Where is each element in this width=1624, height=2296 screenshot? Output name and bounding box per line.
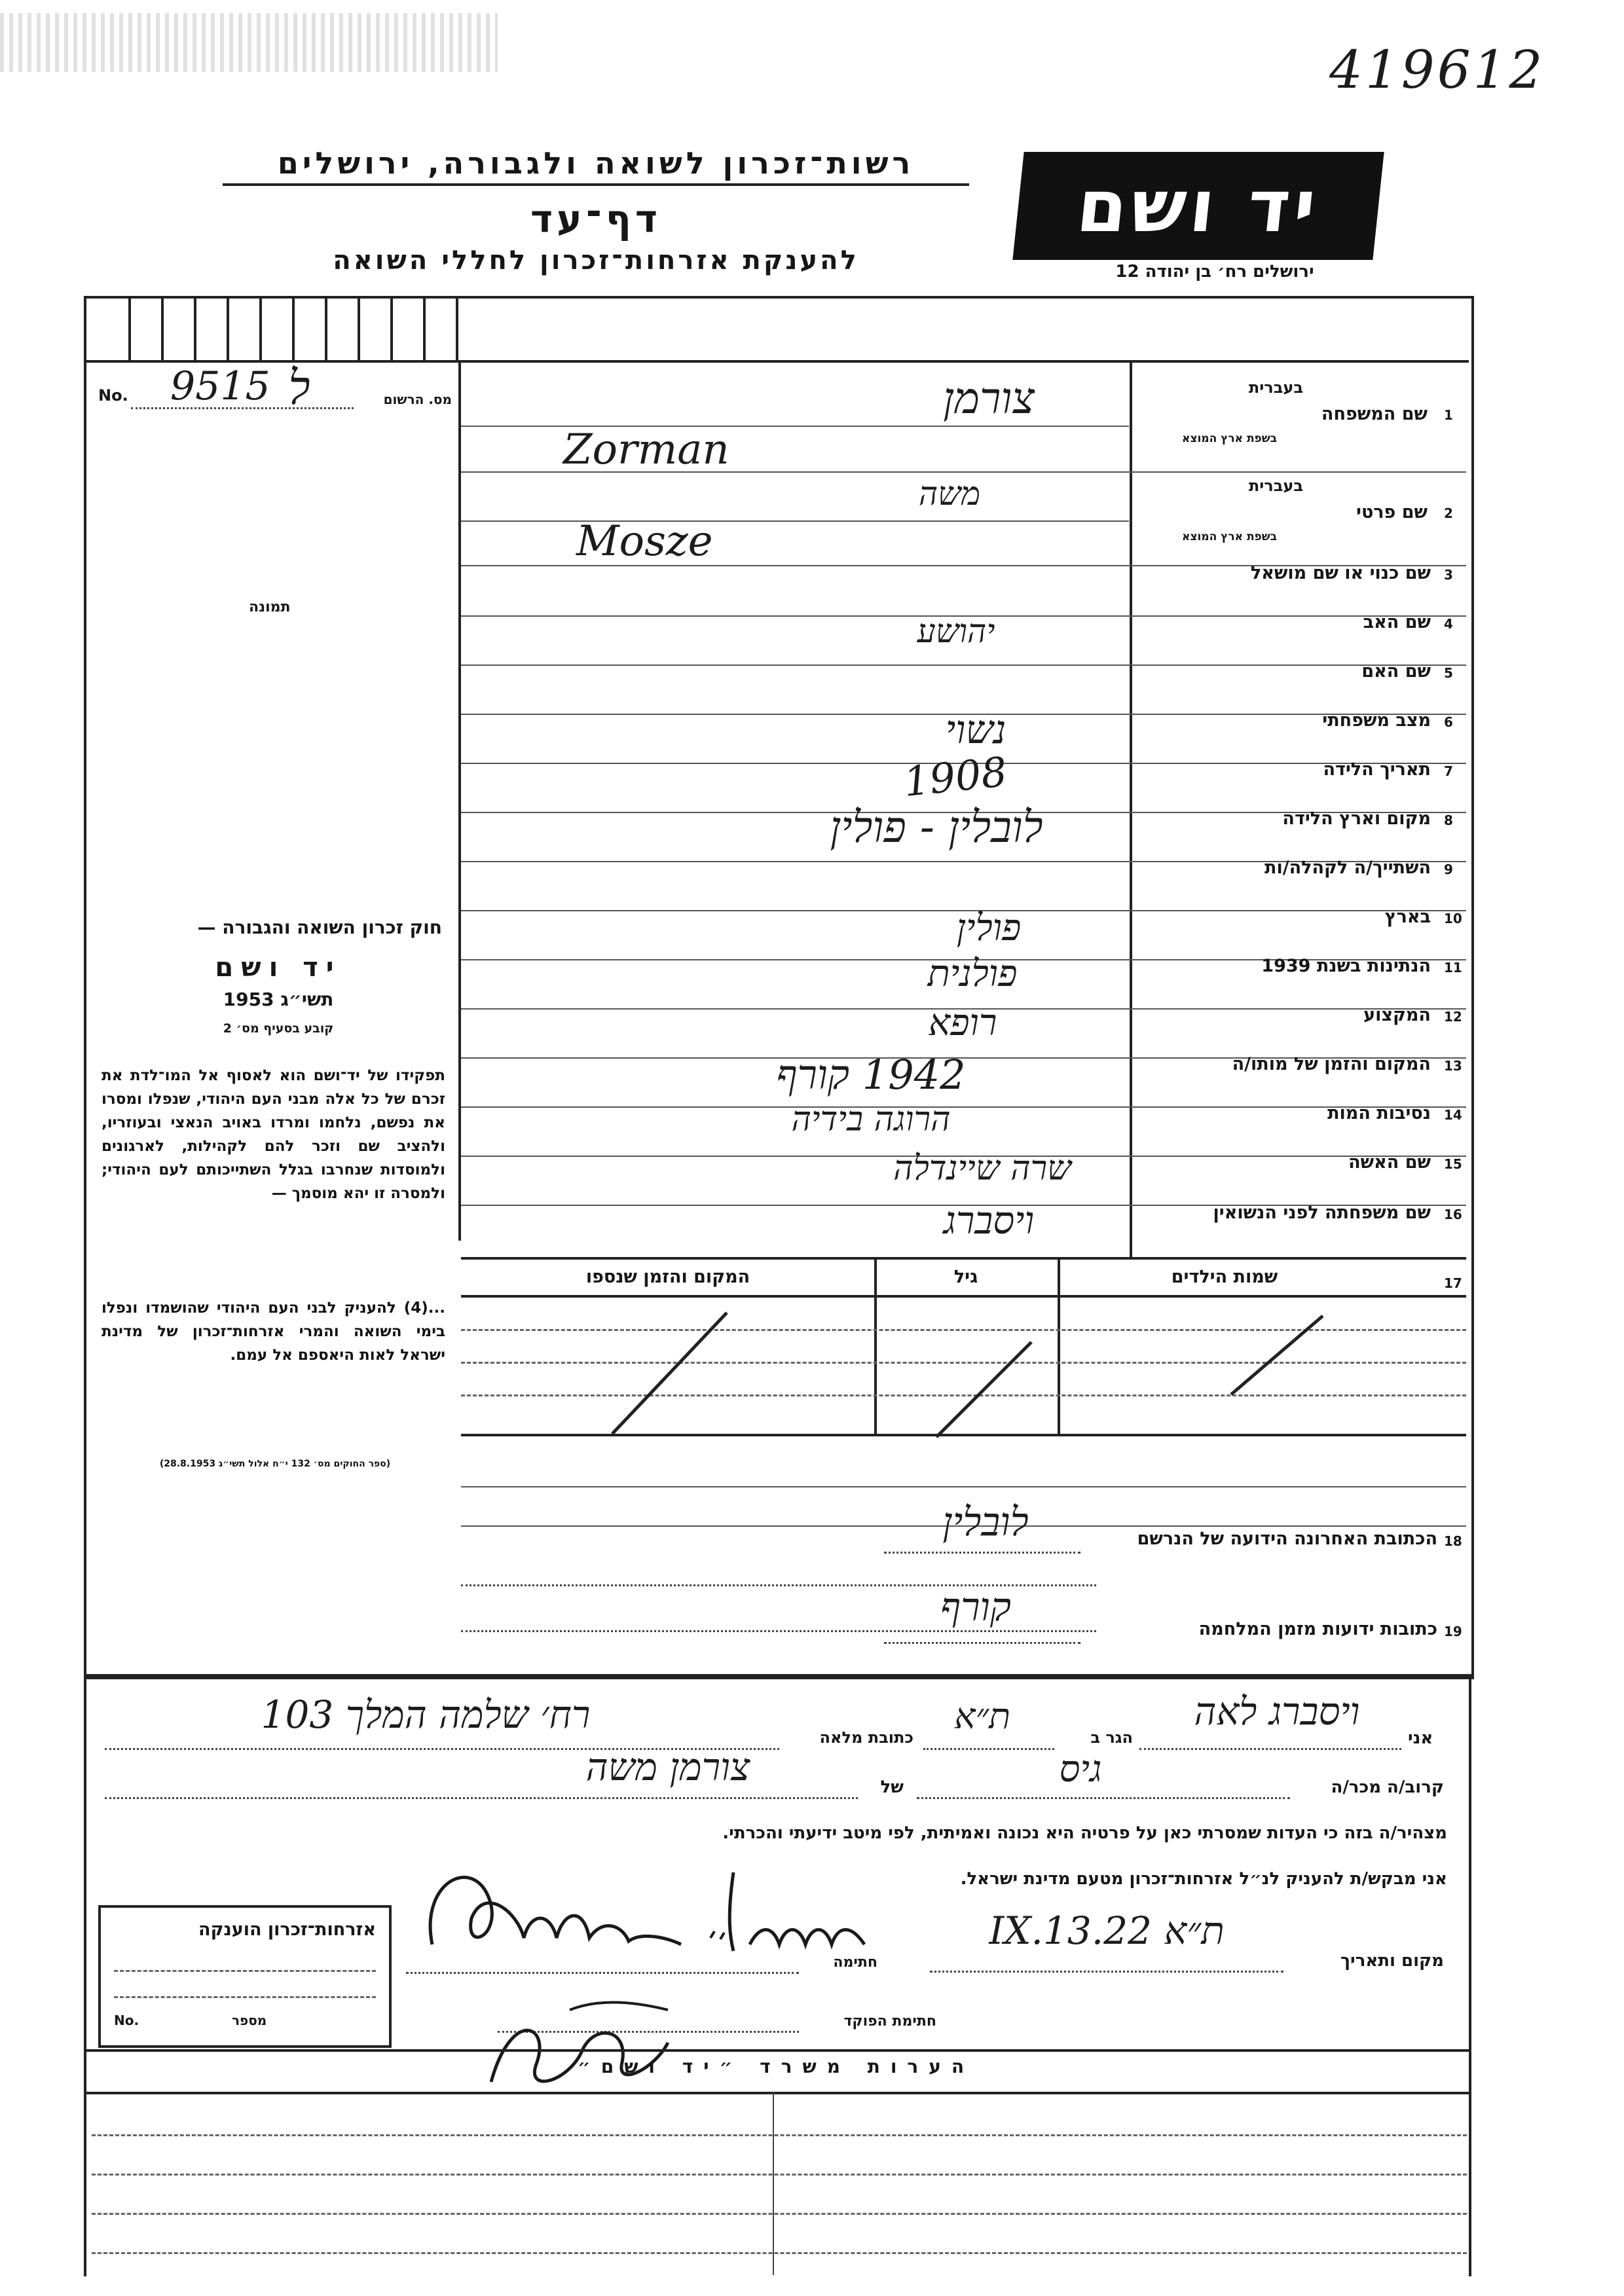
law-section: קובע בסעיף מס׳ 2 bbox=[223, 1021, 334, 1036]
field-1-num: 1 bbox=[1444, 407, 1453, 423]
field-5-label: שם האם bbox=[1361, 661, 1431, 682]
strike-place bbox=[612, 1313, 727, 1434]
field-15-num: 15 bbox=[1444, 1156, 1462, 1172]
strike-names bbox=[1231, 1316, 1323, 1394]
field-2-value-origin: Mosze bbox=[576, 517, 713, 566]
field-2-sub-origin: בשפת ארץ המוצא bbox=[1181, 530, 1277, 543]
field-14-value: הרוגה בידיה bbox=[791, 1100, 951, 1139]
field-17-num: 17 bbox=[1444, 1275, 1462, 1291]
field-10-value: פולין bbox=[956, 907, 1022, 949]
field-2-sub-heb: בעברית bbox=[1248, 477, 1303, 495]
law-text-1: תפקידו של יד־ושם הוא לאסוף אל המו־לדת את זכרם של כל אלה מבני העם היהודי, שנפלו ומסרו את נפשם, נלחמו ומרדו באויב הנאצי ובעוזריו, ולהציב שם וזכר להם לקהילות, לארגונים ולמוסדות שנחרבו בגלל השתייכותם לעם היהודי; ולמסרה זו יהא מוסמך — bbox=[101, 1067, 445, 1202]
field-11-label: הנתינות בשנת 1939 bbox=[1261, 956, 1431, 976]
declaration-divider bbox=[86, 1674, 1469, 1677]
logo-text: יד ושם bbox=[1073, 164, 1324, 248]
decl-ani-value: ויסברג לאה bbox=[1194, 1689, 1360, 1734]
field-15-value: שרה שיינדלה bbox=[893, 1149, 1071, 1188]
form-title: דף־עד bbox=[530, 196, 662, 241]
field-13-value: 1942 קורף bbox=[776, 1051, 966, 1099]
field-11-value: פולנית bbox=[927, 953, 1018, 995]
field-4-label: שם האב bbox=[1363, 612, 1431, 632]
law-title: חוק זכרון השואה והגבורה — bbox=[197, 917, 442, 938]
field-12-num: 12 bbox=[1444, 1009, 1462, 1025]
field-16-num: 16 bbox=[1444, 1207, 1462, 1222]
field-2-label: שם פרטי bbox=[1356, 502, 1428, 522]
field-8-label: מקום וארץ הלידה bbox=[1282, 809, 1431, 829]
decl-resident-value: ת״א bbox=[954, 1696, 1010, 1737]
field-9-label: השתייך/ה לקהלה/ות bbox=[1264, 858, 1431, 878]
decl-of-label: של bbox=[880, 1777, 904, 1797]
decl-address-label: כתובת מלאה bbox=[819, 1728, 913, 1747]
remarks-left-edge bbox=[84, 1674, 86, 2276]
registry-no-value: 9515 bbox=[170, 363, 270, 409]
field-9-num: 9 bbox=[1444, 862, 1453, 877]
decl-place-date-value: ת״א 22.IX.13 bbox=[989, 1908, 1225, 1953]
strike-age bbox=[936, 1342, 1031, 1437]
field-6-value: נשוי bbox=[945, 707, 1006, 753]
field-12-label: המקצוע bbox=[1363, 1005, 1431, 1025]
form-subtitle: להענקת אזרחות־זכרון לחללי השואה bbox=[333, 246, 859, 276]
law-name: יד ושם bbox=[215, 953, 342, 983]
signature-image bbox=[393, 1827, 917, 1984]
archive-number: 419612 bbox=[1329, 39, 1545, 100]
field-12-value: רופא bbox=[928, 1002, 997, 1044]
field-16-label: שם משפחתה לפני הנשואין bbox=[1213, 1203, 1431, 1223]
field-4-value: יהושע bbox=[917, 612, 995, 650]
field-1-sub-origin: בשפת ארץ המוצא bbox=[1181, 432, 1277, 445]
field-7-value: 1908 bbox=[901, 747, 1010, 807]
law-text-2: ...(4) להעניק לבני העם היהודי שהושמדו ונפלו בימי השואה והמרי אזרחות־זכרון של מדינת ישראל לאות היאספם אל עמם. bbox=[101, 1300, 445, 1364]
citizenship-box bbox=[98, 1905, 392, 2048]
field-14-label: נסיבות המות bbox=[1327, 1103, 1431, 1123]
decl-place-date-label: מקום ותאריך bbox=[1340, 1951, 1444, 1971]
field-16-value: ויסברג bbox=[943, 1198, 1035, 1243]
decl-resident-label: הגר ב bbox=[1090, 1728, 1133, 1747]
field-18-num: 18 bbox=[1444, 1533, 1462, 1549]
field-4-num: 4 bbox=[1444, 616, 1453, 632]
field-1-sub-heb: בעברית bbox=[1248, 378, 1303, 397]
field-1-label: שם המשפחה bbox=[1321, 404, 1428, 424]
field-2-num: 2 bbox=[1444, 505, 1453, 521]
field-11-num: 11 bbox=[1444, 960, 1462, 975]
field-19-label: כתובות ידועות מזמן המלחמה bbox=[1198, 1619, 1437, 1639]
field-1-value-origin: Zorman bbox=[563, 426, 729, 474]
decl-ani: אני bbox=[1408, 1728, 1433, 1748]
decl-statement-1: מצהיר/ה בזה כי העדות שמסרתי כאן על פרטיה היא נכונה ואמיתית, לפי מיטב ידיעתי והכרתי. bbox=[722, 1823, 1447, 1843]
field-8-num: 8 bbox=[1444, 812, 1453, 828]
logo-address: ירושלים רח׳ בן יהודה 12 bbox=[1115, 262, 1314, 282]
remarks-label: הערות משרד ״יד ושם״ bbox=[577, 2056, 975, 2077]
field-15-label: שם האשה bbox=[1348, 1152, 1431, 1173]
field-3-num: 3 bbox=[1444, 567, 1453, 583]
decl-statement-2: אני מבקש/ת להעניק לנ״ל אזרחות־זכרון מטעם מדינת ישראל. bbox=[960, 1869, 1447, 1889]
decl-signature-label: חתימה bbox=[833, 1954, 877, 1971]
field-13-label: המקום והזמן של מותו/ה bbox=[1232, 1054, 1431, 1074]
field-6-num: 6 bbox=[1444, 714, 1453, 730]
field-10-label: בארץ bbox=[1384, 907, 1431, 927]
decl-relative-value: גיס bbox=[1059, 1748, 1102, 1791]
field-18-label: הכתובת האחרונה הידועה של הנרשם bbox=[1137, 1529, 1437, 1549]
registry-mark: ל bbox=[288, 360, 310, 415]
citizenship-box-no: No. bbox=[114, 2013, 139, 2028]
field-19-value: קורף bbox=[940, 1584, 1012, 1630]
field-5-num: 5 bbox=[1444, 665, 1453, 681]
citizenship-box-number-label: מספר bbox=[232, 2013, 267, 2028]
children-col-names: שמות הילדים bbox=[1171, 1267, 1278, 1287]
law-year: תשי״ג 1953 bbox=[223, 989, 334, 1010]
field-14-num: 14 bbox=[1444, 1107, 1462, 1123]
registry-no-label: No. bbox=[98, 386, 128, 405]
field-3-label: שם כנוי או שם מושאל bbox=[1250, 563, 1431, 583]
decl-address-value: רח׳ שלמה המלך 103 bbox=[261, 1692, 591, 1737]
photo-label: תמונה bbox=[249, 599, 291, 615]
field-13-num: 13 bbox=[1444, 1058, 1462, 1074]
field-8-value: לובלין - פולין bbox=[830, 802, 1043, 852]
decl-clerk-label: חתימת הפוקד bbox=[843, 2013, 936, 2030]
field-7-num: 7 bbox=[1444, 763, 1453, 779]
citizenship-box-title: אזרחות־זכרון הוענקה bbox=[198, 1920, 376, 1940]
decl-of-value: צורמן משה bbox=[585, 1745, 750, 1789]
registry-label: מס. הרשום bbox=[383, 392, 452, 407]
field-19-num: 19 bbox=[1444, 1624, 1462, 1639]
field-6-label: מצב משפחתי bbox=[1322, 710, 1431, 731]
field-7-label: תאריך הלידה bbox=[1323, 759, 1431, 780]
law-footnote: (ספר החוקים מס׳ 132 י״ח אלול תשי״ג 28.8.1953) bbox=[159, 1459, 391, 1469]
field-18-value: לובלין bbox=[942, 1499, 1029, 1545]
decl-relative-label: קרוב/ה מכר/ה bbox=[1331, 1777, 1444, 1797]
field-10-num: 10 bbox=[1444, 911, 1462, 926]
authority-title: רשות־זכרון לשואה ולגבורה, ירושלים bbox=[223, 145, 969, 186]
field-1-value-heb: צורמן bbox=[943, 373, 1035, 424]
field-2-value-heb: משה bbox=[918, 475, 981, 513]
children-col-age: גיל bbox=[953, 1267, 978, 1287]
remarks-right-edge bbox=[1469, 1674, 1471, 2276]
children-col-place: המקום והזמן שנספו bbox=[585, 1267, 750, 1287]
